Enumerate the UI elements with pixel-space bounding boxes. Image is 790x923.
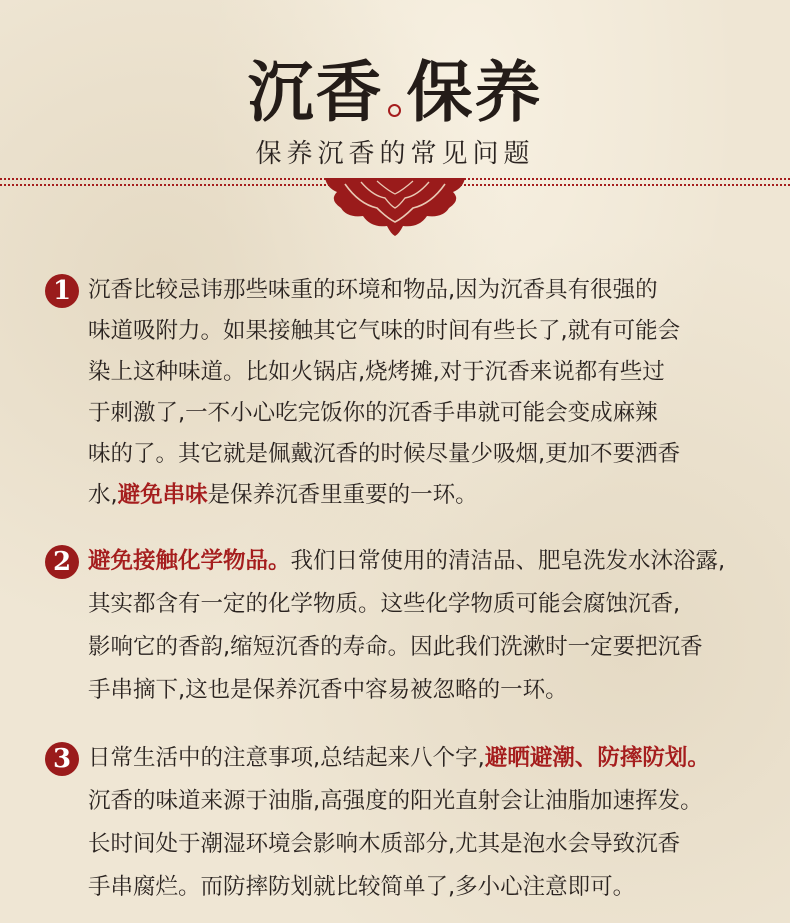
text-segment: 水, [88, 482, 118, 508]
page-title [0, 52, 790, 132]
text-segment: 是保养沉香里重要的一环。 [207, 482, 478, 508]
header [0, 0, 790, 240]
text-segment: 我们日常使用的清洁品、肥皂洗发水沐浴露, [290, 548, 726, 574]
highlight-text: 避免串味 [117, 482, 208, 508]
title-part-2: 保养 [406, 53, 543, 131]
text-line: 味的了。其它就是佩戴沉香的时候尽量少吸烟,更加不要洒香 [88, 441, 681, 467]
text-line: 沉香比较忌讳那些味重的环境和物品,因为沉香具有很强的 [88, 277, 658, 303]
text-line: 长时间处于潮湿环境会影响木质部分,尤其是泡水会导致沉香 [88, 831, 681, 857]
text-line: 其实都含有一定的化学物质。这些化学物质可能会腐蚀沉香, [88, 591, 681, 617]
title-part-1: 沉香 [247, 53, 384, 131]
text-line [88, 480, 478, 510]
number-badge-1: 1 [45, 274, 79, 308]
text-line: 染上这种味道。比如火锅店,烧烤摊,对于沉香来说都有些过 [88, 359, 665, 385]
text-line [88, 546, 725, 576]
highlight-text: 避免接触化学物品。 [88, 548, 291, 574]
text-line: 手串摘下,这也是保养沉香中容易被忽略的一环。 [88, 677, 568, 703]
text-line: 影响它的香韵,缩短沉香的寿命。因此我们洗漱时一定要把沉香 [88, 634, 703, 660]
text-segment: 日常生活中的注意事项,总结起来八个字, [88, 745, 485, 771]
text-line [88, 743, 710, 773]
text-line: 味道吸附力。如果接触其它气味的时间有些长了,就有可能会 [88, 318, 681, 344]
text-line: 手串腐烂。而防摔防划就比较简单了,多小心注意即可。 [88, 874, 636, 900]
text-line: 沉香的味道来源于油脂,高强度的阳光直射会让油脂加速挥发。 [88, 788, 703, 814]
highlight-text: 避晒避潮、防摔防划。 [484, 745, 710, 771]
text-line: 于刺激了,一不小心吃完饭你的沉香手串就可能会变成麻辣 [88, 400, 658, 426]
lotus-ornament-icon [315, 178, 475, 236]
title-dot-ornament [388, 104, 401, 117]
number-badge-2: 2 [45, 545, 79, 579]
number-badge-3: 3 [45, 742, 79, 776]
page-subtitle: 保养沉香的常见问题 [255, 139, 535, 169]
